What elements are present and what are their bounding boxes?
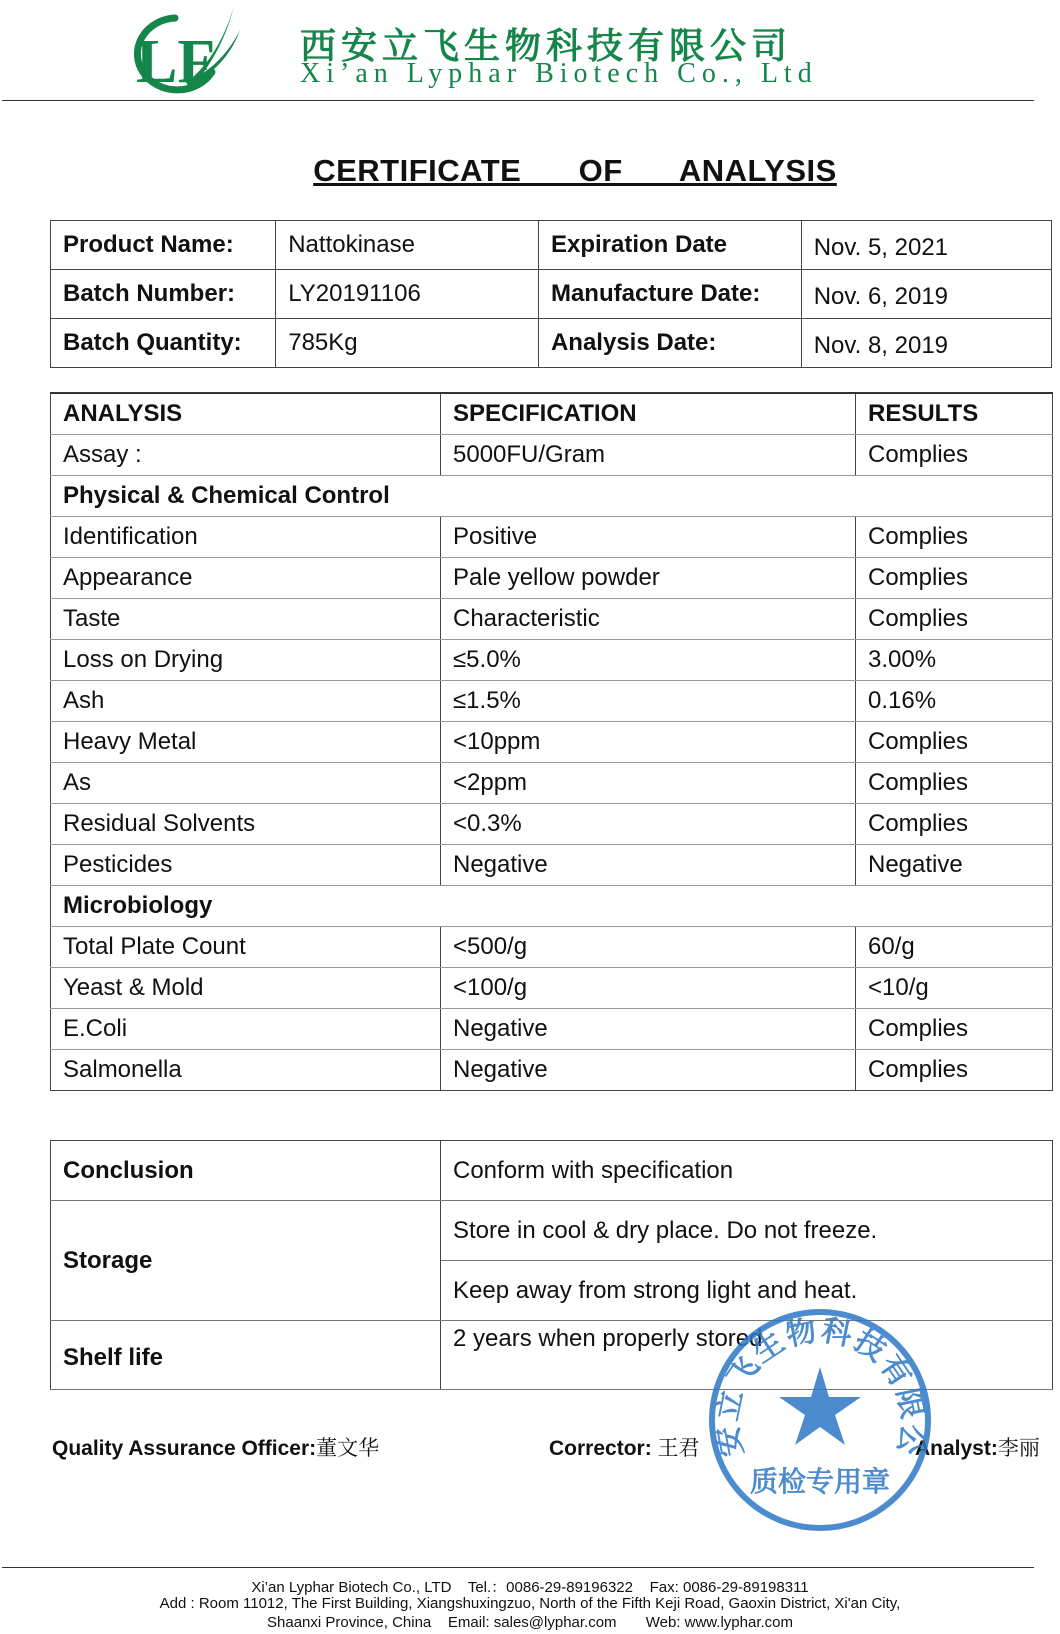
section-title-microbiology: Microbiology: [51, 886, 1053, 927]
specification-value: Negative: [441, 1009, 856, 1050]
expiration-date-value: Nov. 5, 2021: [801, 221, 1051, 270]
result-value: 3.00%: [856, 640, 1053, 681]
table-row: [51, 681, 1053, 722]
analysis-item: Residual Solvents: [51, 804, 441, 845]
footer-divider: [2, 1567, 1034, 1568]
specification-value: ≤1.5%: [441, 681, 856, 722]
storage-row: [51, 1201, 1053, 1261]
specification-value: <10ppm: [441, 722, 856, 763]
company-name-english: Xi’an Lyphar Biotech Co., Ltd: [300, 58, 818, 89]
table-row: [51, 804, 1053, 845]
specification-value: <500/g: [441, 927, 856, 968]
info-row-quantity: [51, 319, 1052, 368]
specification-value: 5000FU/Gram: [441, 435, 856, 476]
result-value: Complies: [856, 435, 1053, 476]
analysis-item: Loss on Drying: [51, 640, 441, 681]
analysis-date-label: Analysis Date:: [538, 319, 801, 368]
result-value: Complies: [856, 1050, 1053, 1091]
svg-text:西安立飞生物科技有限公司: 安立飞生物科技有限公: [709, 1312, 931, 1460]
info-row-product: [51, 221, 1052, 270]
specification-value: ≤5.0%: [441, 640, 856, 681]
shelf-life-label: Shelf life: [51, 1321, 441, 1390]
expiration-date-label: Expiration Date: [538, 221, 801, 270]
product-name-value: Nattokinase: [276, 221, 539, 270]
table-row: [51, 763, 1053, 804]
analysis-item: Total Plate Count: [51, 927, 441, 968]
table-row: [51, 517, 1053, 558]
analysis-header-row: [51, 393, 1053, 435]
storage-value-2: Keep away from strong light and heat.: [441, 1261, 1053, 1321]
table-row: [51, 640, 1053, 681]
analysis-table: [50, 392, 1053, 1091]
analysis-item: Pesticides: [51, 845, 441, 886]
specification-value: Negative: [441, 1050, 856, 1091]
corrector-label: Corrector:: [549, 1437, 658, 1460]
result-value: Complies: [856, 804, 1053, 845]
conclusion-label: Conclusion: [51, 1141, 441, 1201]
column-header-results: RESULTS: [856, 393, 1053, 435]
specification-value: Characteristic: [441, 599, 856, 640]
table-row: [51, 722, 1053, 763]
column-header-analysis: ANALYSIS: [51, 393, 441, 435]
batch-number-label: Batch Number:: [51, 270, 276, 319]
storage-value-1: Store in cool & dry place. Do not freeze.: [441, 1201, 1053, 1261]
footer-address-line: Add : Room 11012, The First Building, Xiangshuxingzuo, North of the Fifth Keji Road, Gaoxin District, Xi'an City,: [159, 1595, 901, 1612]
analysis-item: Salmonella: [51, 1050, 441, 1091]
table-row: [51, 558, 1053, 599]
shelf-life-value: 2 years when properly stored: [441, 1321, 1053, 1390]
specification-value: Positive: [441, 517, 856, 558]
specification-value: Negative: [441, 845, 856, 886]
analysis-item: Identification: [51, 517, 441, 558]
specification-value: Pale yellow powder: [441, 558, 856, 599]
table-row: [51, 1009, 1053, 1050]
result-value: Complies: [856, 763, 1053, 804]
result-value: Complies: [856, 722, 1053, 763]
analysis-item: Heavy Metal: [51, 722, 441, 763]
footer-contact-line: Xi’an Lyphar Biotech Co., LTD Tel.：0086-29-89196322 Fax: 0086-29-89198311: [251, 1579, 809, 1596]
table-row: [51, 968, 1053, 1009]
svg-text:LF: LF: [136, 28, 216, 96]
info-row-batch: [51, 270, 1052, 319]
header-divider: [2, 100, 1034, 101]
table-row: [51, 845, 1053, 886]
analyst-label: Analyst:: [915, 1437, 998, 1460]
specification-value: <2ppm: [441, 763, 856, 804]
company-logo: [100, 0, 250, 100]
result-value: 0.16%: [856, 681, 1053, 722]
result-value: Complies: [856, 1009, 1053, 1050]
table-row: [51, 599, 1053, 640]
qa-officer-name: 董文华: [316, 1437, 380, 1460]
column-header-specification: SPECIFICATION: [441, 393, 856, 435]
analysis-item: Appearance: [51, 558, 441, 599]
analysis-item: E.Coli: [51, 1009, 441, 1050]
qa-officer-signature: [52, 1432, 379, 1462]
analysis-item: Assay :: [51, 435, 441, 476]
table-row: [51, 927, 1053, 968]
svg-text:质检专用章: 质检专用章: [749, 1465, 891, 1498]
result-value: 60/g: [856, 927, 1053, 968]
quality-inspection-seal: [705, 1305, 935, 1535]
batch-quantity-value: 785Kg: [276, 319, 539, 368]
section-header-row: [51, 886, 1053, 927]
manufacture-date-label: Manufacture Date:: [538, 270, 801, 319]
conclusion-value: Conform with specification: [441, 1141, 1053, 1201]
result-value: Complies: [856, 558, 1053, 599]
qa-officer-label: Quality Assurance Officer:: [52, 1437, 317, 1460]
result-value: Complies: [856, 517, 1053, 558]
section-title-physical-chemical: Physical & Chemical Control: [51, 476, 1053, 517]
document-title: CERTIFICATE OF ANALYSIS: [313, 153, 837, 188]
analyst-name: 李丽: [997, 1437, 1040, 1460]
footer-web-line: Shaanxi Province, China Email: sales@lyphar.com Web: www.lyphar.com: [267, 1614, 793, 1631]
analysis-item: Taste: [51, 599, 441, 640]
table-row: [51, 1050, 1053, 1091]
result-value: Negative: [856, 845, 1053, 886]
result-value: <10/g: [856, 968, 1053, 1009]
analysis-item: Yeast & Mold: [51, 968, 441, 1009]
analysis-item: Ash: [51, 681, 441, 722]
section-header-row: [51, 476, 1053, 517]
specification-value: <0.3%: [441, 804, 856, 845]
conclusion-row: [51, 1141, 1053, 1201]
storage-label: Storage: [51, 1201, 441, 1321]
corrector-name: 王君: [657, 1437, 700, 1460]
batch-quantity-label: Batch Quantity:: [51, 319, 276, 368]
manufacture-date-value: Nov. 6, 2019: [801, 270, 1051, 319]
result-value: Complies: [856, 599, 1053, 640]
specification-value: <100/g: [441, 968, 856, 1009]
analysis-date-value: Nov. 8, 2019: [801, 319, 1051, 368]
company-name-chinese: 西安立飞生物科技有限公司: [300, 26, 793, 67]
product-name-label: Product Name:: [51, 221, 276, 270]
corrector-signature: [549, 1432, 700, 1462]
batch-number-value: LY20191106: [276, 270, 539, 319]
analysis-item: As: [51, 763, 441, 804]
table-row: [51, 435, 1053, 476]
product-info-table: [50, 220, 1052, 368]
